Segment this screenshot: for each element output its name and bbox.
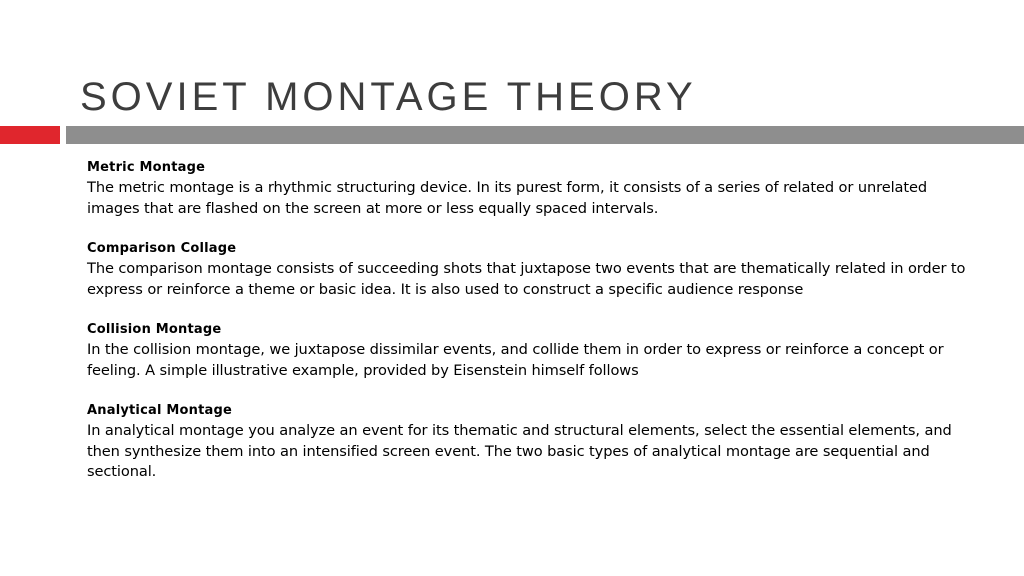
slide-title: SOVIET MONTAGE THEORY (80, 75, 697, 119)
section-body: In analytical montage you analyze an event for its thematic and structural elements, select the essential elements, and then synthesize them into an intensified screen event. The two basic types of analytical montage are sequential and sectional. (87, 422, 952, 480)
section-heading: Metric Montage (87, 160, 206, 175)
section-heading: Comparison Collage (87, 241, 237, 256)
section-body: The comparison montage consists of succeeding shots that juxtapose two events that are thematically related in order to express or reinforce a theme or basic idea. It is also used to construct a specific audience response (87, 260, 966, 298)
divider-bar (66, 126, 1024, 144)
section-heading: Collision Montage (87, 322, 222, 337)
section-collision-montage (87, 320, 967, 381)
accent-bar (0, 126, 60, 144)
section-heading: Analytical Montage (87, 403, 232, 418)
section-comparison-collage (87, 239, 967, 300)
section-body: In the collision montage, we juxtapose dissimilar events, and collide them in order to express or reinforce a concept or feeling. A simple illustrative example, provided by Eisenstein himself follows (87, 341, 944, 379)
section-metric-montage (87, 158, 967, 219)
section-body: The metric montage is a rhythmic structuring device. In its purest form, it consists of a series of related or unrelated images that are flashed on the screen at more or less equally spaced intervals. (87, 179, 928, 217)
slide-content (87, 158, 967, 503)
section-analytical-montage (87, 401, 967, 483)
